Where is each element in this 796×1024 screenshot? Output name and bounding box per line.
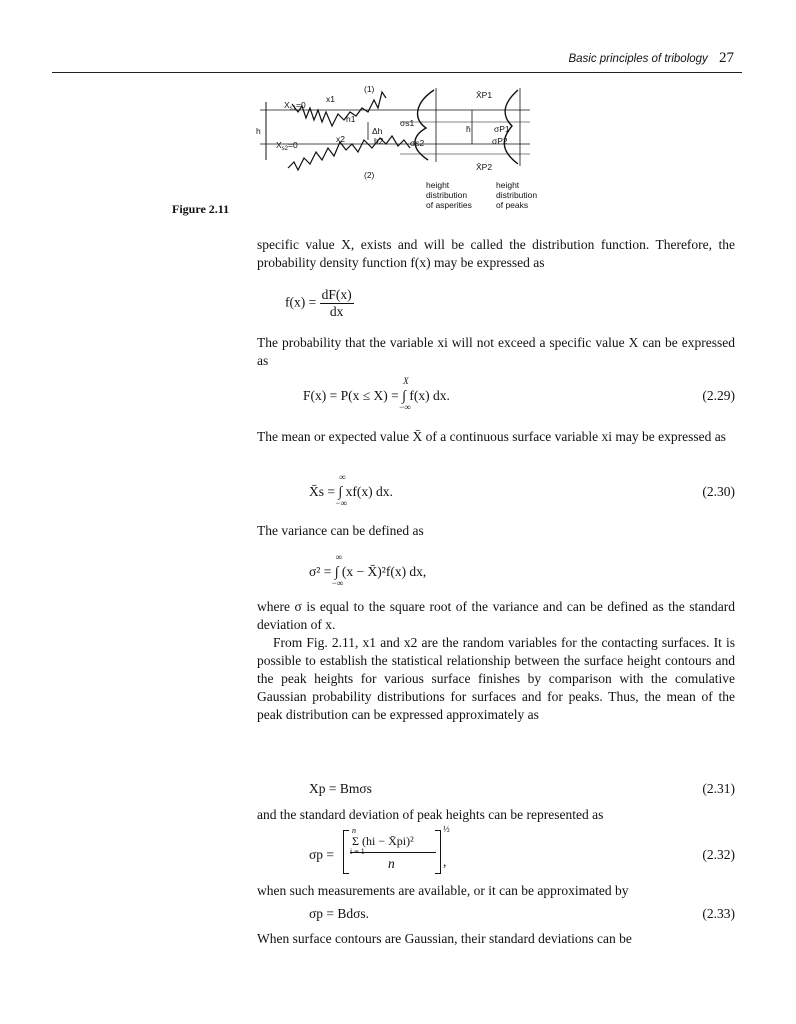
x1-label: x1 xyxy=(326,94,335,104)
equation-density: f(x) = $\frac{dF(x)}{dx}$ xyxy=(285,287,352,319)
h2-label: h2 xyxy=(374,136,384,146)
figure-2-11 xyxy=(240,82,540,217)
equation-2-30: X̄s = ∫ ∞ −∞ xf(x) dx. (2.30) xyxy=(309,472,735,508)
sigma-p1-label: σP1 xyxy=(494,124,510,134)
paragraph-2: The probability that the variable xi will not exceed a specific value X can be expressed as xyxy=(257,335,735,368)
header-rule xyxy=(52,72,742,73)
page-number: 27 xyxy=(719,50,734,66)
equation-2-31: Xp = Bmσs (2.31) xyxy=(309,781,735,796)
equation-variance: σ² = ∫ ∞ −∞ (x − X̄)²f(x) dx, xyxy=(309,552,427,588)
equation-2-32: σp = n Σ (hi − X̄pi)² i = 1 n ½ , (2.32) xyxy=(257,830,735,878)
caption-right-1: height xyxy=(496,180,520,190)
h1-label: h1 xyxy=(346,114,356,124)
caption-right-3: of peaks xyxy=(496,200,529,210)
surface-2-label: (2) xyxy=(364,170,375,180)
paragraph-9: When surface contours are Gaussian, their standard deviations can be xyxy=(257,931,632,946)
hbar-label: h̄ xyxy=(466,124,471,134)
paragraph-3: The mean or expected value X̄ of a continuous surface variable xi may be expressed as xyxy=(257,429,726,444)
sigma-s1-label: σs1 xyxy=(400,118,415,128)
caption-left-2: distribution xyxy=(426,190,468,200)
paragraph-8: when such measurements are available, or it can be approximated by xyxy=(257,883,629,898)
figure-label: Figure 2.11 xyxy=(172,202,230,216)
xs1-label: $X_{s1}=0$ xyxy=(284,100,306,112)
xp1-label: X̄P1 xyxy=(476,90,493,100)
h-label: h xyxy=(256,126,261,136)
asperity-distribution-curve xyxy=(415,90,434,160)
caption-left-3: of asperities xyxy=(426,200,472,210)
dh-label: Δh xyxy=(372,126,383,136)
sigma-s2-label: σs2 xyxy=(410,138,425,148)
running-title: Basic principles of tribology xyxy=(568,53,708,65)
paragraph-7: and the standard deviation of peak heights can be represented as xyxy=(257,807,604,822)
xs2-label: $X_{s2}=0$ xyxy=(276,140,298,152)
equation-2-29: F(x) = P(x ≤ X) = ∫ X −∞ f(x) dx. (2.29) xyxy=(303,376,735,412)
paragraph-4: The variance can be defined as xyxy=(257,523,424,538)
surface-1-label: (1) xyxy=(364,84,375,94)
running-head xyxy=(568,50,734,67)
caption-left-1: height xyxy=(426,180,450,190)
paragraph-5: where σ is equal to the square root of the variance and can be defined as the standard deviation of x. xyxy=(257,599,735,632)
paragraph-1: specific value X, exists and will be called the distribution function. Therefore, the probability density function f(x) may be expressed as xyxy=(257,237,735,270)
surface-1-profile xyxy=(292,92,386,126)
surface-2-profile xyxy=(288,136,410,170)
caption-right-2: distribution xyxy=(496,190,538,200)
sigma-p2-label: σP2 xyxy=(492,136,508,146)
paragraph-6: From Fig. 2.11, x1 and x2 are the random variables for the contacting surfaces. It is possible to establish the statistical relationship between the surface height contours and the peak heights for various surface finishes by comparison with the comulative Gaussian probability distributions for surfaces and for peaks. Thus, the mean of the peak distribution can be expressed approximately as xyxy=(257,635,735,722)
equation-2-33: σp = Bdσs. (2.33) xyxy=(309,906,735,921)
x2-label: x2 xyxy=(336,134,345,144)
xp2-label: X̄P2 xyxy=(476,162,493,172)
